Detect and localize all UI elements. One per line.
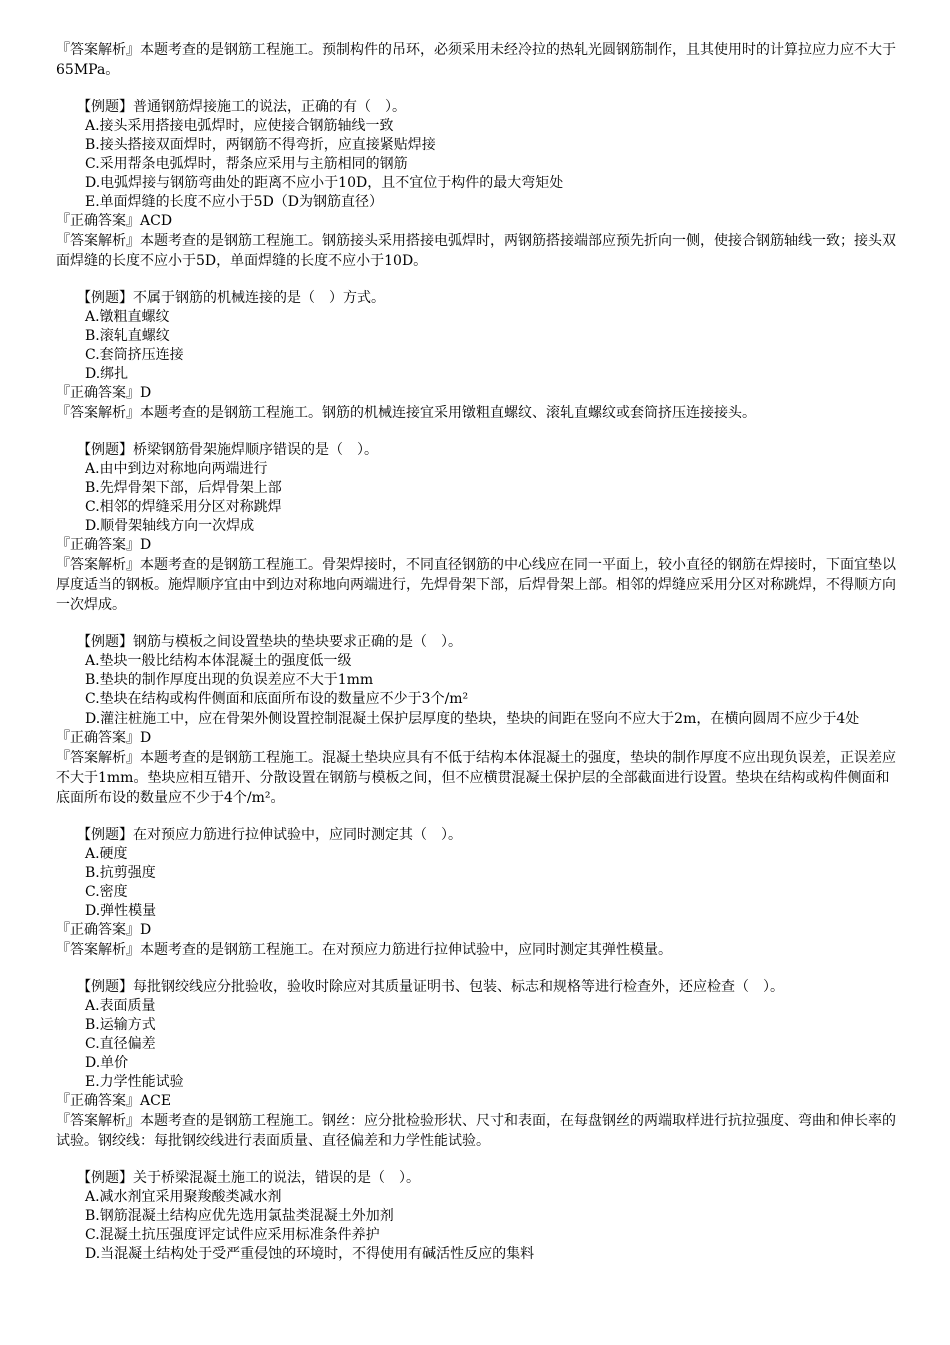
question-block [56, 441, 898, 615]
option-a: A.镦粗直螺纹 [85, 309, 170, 325]
question-stem: 【例题】在对预应力筋进行拉伸试验中，应同时测定其（ ）。 [77, 827, 462, 843]
option-a: A.硬度 [85, 846, 128, 862]
option-c: C.套筒挤压连接 [85, 347, 184, 363]
option-a: A.垫块一般比结构本体混凝土的强度低一级 [85, 653, 352, 669]
answer-analysis: 『答案解析』本题考查的是钢筋工程施工。钢丝：应分批检验形状、尺寸和表面，在每盘钢丝的两端取样进行抗拉强度、弯曲和伸长率的试验。钢绞线：每批钢绞线进行表面质量、直径偏差和力学性能试验。 [56, 1113, 896, 1149]
document-page [56, 40, 898, 1264]
question-block [56, 633, 898, 808]
question-stem: 【例题】普通钢筋焊接施工的说法，正确的有（ ）。 [77, 99, 406, 115]
correct-answer: 『正确答案』D [56, 537, 152, 553]
option-c: C.垫块在结构或构件侧面和底面所布设的数量应不少于3个/m² [85, 691, 469, 707]
answer-analysis: 『答案解析』本题考查的是钢筋工程施工。骨架焊接时，不同直径钢筋的中心线应在同一平面上，较小直径的钢筋在焊接时，下面宜垫以厚度适当的钢板。施焊顺序宜由中到边对称地向两端进行，先焊骨架下部，后焊骨架上部。相邻的焊缝应采用分区对称跳焊，不得顺方向一次焊成。 [56, 557, 896, 613]
option-b: B.滚轧直螺纹 [85, 328, 170, 344]
option-d: D.绑扎 [85, 366, 129, 382]
option-b: B.先焊骨架下部，后焊骨架上部 [85, 480, 282, 496]
correct-answer: 『正确答案』ACE [56, 1093, 172, 1109]
correct-answer: 『正确答案』D [56, 922, 152, 938]
option-c: C.采用帮条电弧焊时，帮条应采用与主筋相同的钢筋 [85, 156, 408, 172]
question-block [56, 98, 898, 271]
answer-analysis: 『答案解析』本题考查的是钢筋工程施工。钢筋接头采用搭接电弧焊时，两钢筋搭接端部应预先折向一侧，使接合钢筋轴线一致；接头双面焊缝的长度不应小于5D，单面焊缝的长度不应小于10D。 [56, 233, 896, 269]
option-b: B.运输方式 [85, 1017, 156, 1033]
question-block [56, 289, 898, 423]
option-c: C.直径偏差 [85, 1036, 156, 1052]
option-e: E.单面焊缝的长度不应小于5D（D为钢筋直径） [85, 194, 384, 210]
option-d: D.单价 [85, 1055, 129, 1071]
intro-analysis: 『答案解析』本题考查的是钢筋工程施工。预制构件的吊环，必须采用未经冷拉的热轧光圆钢筋制作，且其使用时的计算拉应力应不大于65MPa。 [56, 42, 896, 78]
correct-answer: 『正确答案』ACD [56, 213, 173, 229]
answer-analysis: 『答案解析』本题考查的是钢筋工程施工。混凝土垫块应具有不低于结构本体混凝土的强度，垫块的制作厚度不应出现负误差，正误差应不大于1mm。垫块应相互错开、分散设置在钢筋与模板之间，但不应横贯混凝土保护层的全部截面进行设置。垫块在结构或构件侧面和底面所布设的数量应不少于4个/m²。 [56, 750, 896, 806]
option-d: D.灌注桩施工中，应在骨架外侧设置控制混凝土保护层厚度的垫块，垫块的间距在竖向不应大于2m，在横向圆周不应少于4处 [85, 711, 860, 727]
option-c: C.相邻的焊缝采用分区对称跳焊 [85, 499, 282, 515]
question-stem: 【例题】关于桥梁混凝土施工的说法，错误的是（ ）。 [77, 1170, 420, 1186]
answer-analysis: 『答案解析』本题考查的是钢筋工程施工。在对预应力筋进行拉伸试验中，应同时测定其弹性模量。 [56, 942, 672, 958]
option-d: D.顺骨架轴线方向一次焊成 [85, 518, 255, 534]
option-a: A.接头采用搭接电弧焊时，应使接合钢筋轴线一致 [85, 118, 394, 134]
answer-analysis: 『答案解析』本题考查的是钢筋工程施工。钢筋的机械连接宜采用镦粗直螺纹、滚轧直螺纹或套筒挤压连接接头。 [56, 405, 756, 421]
question-stem: 【例题】桥梁钢筋骨架施焊顺序错误的是（ ）。 [77, 442, 378, 458]
option-d: D.弹性模量 [85, 903, 157, 919]
question-block [56, 826, 898, 960]
question-stem: 【例题】不属于钢筋的机械连接的是（ ）方式。 [77, 290, 385, 306]
option-c: C.混凝土抗压强度评定试件应采用标准条件养护 [85, 1227, 380, 1243]
option-e: E.力学性能试验 [85, 1074, 184, 1090]
question-block [56, 1169, 898, 1264]
option-b: B.垫块的制作厚度出现的负误差应不大于1mm [85, 672, 374, 688]
correct-answer: 『正确答案』D [56, 730, 152, 746]
option-d: D.当混凝土结构处于受严重侵蚀的环境时，不得使用有碱活性反应的集料 [85, 1246, 535, 1262]
question-block [56, 978, 898, 1151]
option-c: C.密度 [85, 884, 128, 900]
option-b: B.接头搭接双面焊时，两钢筋不得弯折，应直接紧贴焊接 [85, 137, 436, 153]
option-d: D.电弧焊接与钢筋弯曲处的距离不应小于10D，且不宜位于构件的最大弯矩处 [85, 175, 564, 191]
option-b: B.钢筋混凝土结构应优先选用氯盐类混凝土外加剂 [85, 1208, 394, 1224]
option-a: A.减水剂宜采用聚羧酸类减水剂 [85, 1189, 282, 1205]
option-b: B.抗剪强度 [85, 865, 156, 881]
correct-answer: 『正确答案』D [56, 385, 152, 401]
question-stem: 【例题】每批钢绞线应分批验收，验收时除应对其质量证明书、包装、标志和规格等进行检查外，还应检查（ ）。 [77, 979, 784, 995]
option-a: A.由中到边对称地向两端进行 [85, 461, 268, 477]
question-stem: 【例题】钢筋与模板之间设置垫块的垫块要求正确的是（ ）。 [77, 634, 462, 650]
option-a: A.表面质量 [85, 998, 156, 1014]
